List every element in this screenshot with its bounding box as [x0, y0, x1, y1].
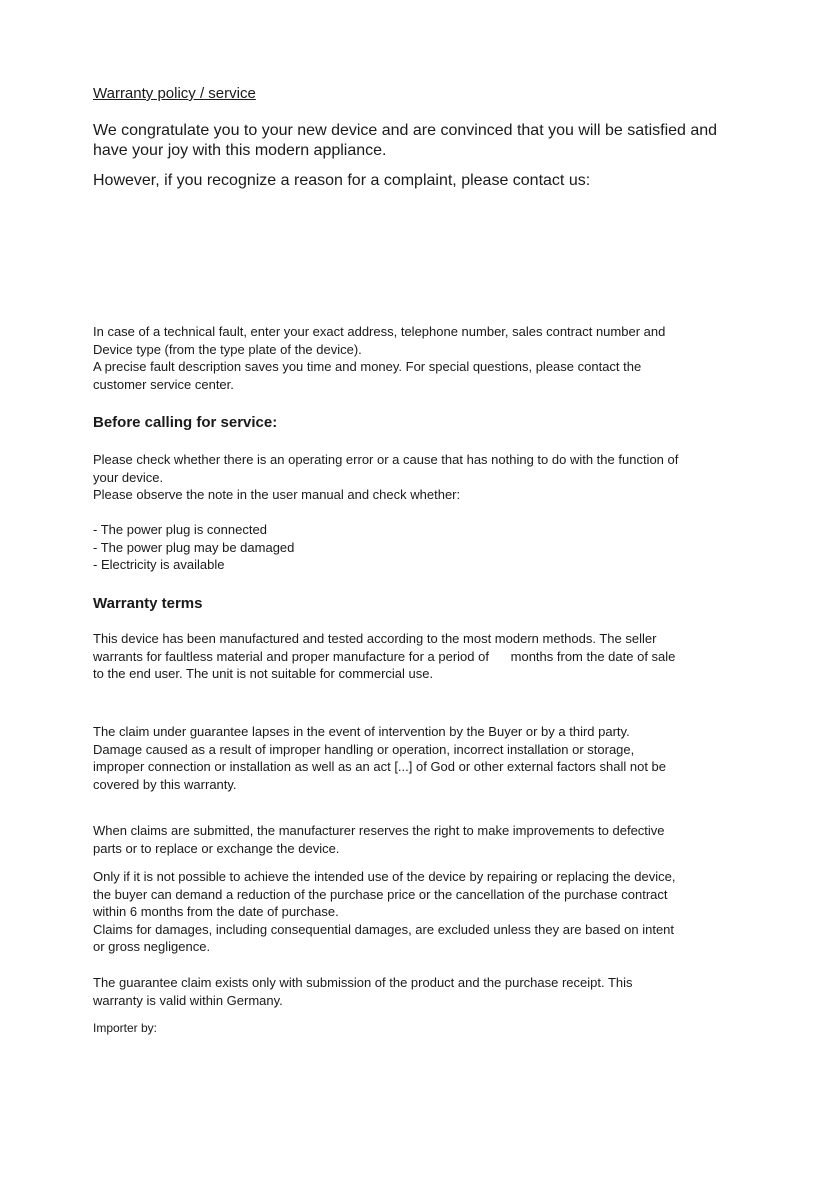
- warranty-p1-line-1: This device has been manufactured and tested according to the most modern methods. The seller: [93, 631, 657, 646]
- congrats-line-2: have your joy with this modern appliance.: [93, 142, 387, 159]
- before-service-line-3: Please observe the note in the user manual and check whether:: [93, 487, 461, 502]
- importer-label: Importer by:: [93, 1021, 158, 1035]
- list-item: - Electricity is available: [93, 557, 225, 572]
- before-service-line-2: your device.: [93, 469, 164, 485]
- warranty-p4-line-1: Only if it is not possible to achieve the intended use of the device by repairing or replacing the device,: [93, 869, 676, 884]
- fault-info-paragraph: [93, 323, 665, 393]
- warranty-p4-line-4: Claims for damages, including consequential damages, are excluded unless they are based on intent: [93, 921, 675, 937]
- fault-line-1: In case of a technical fault, enter your exact address, telephone number, sales contract number and: [93, 324, 666, 339]
- before-service-line-1: Please check whether there is an operating error or a cause that has nothing to do with the function of: [93, 452, 679, 467]
- warranty-paragraph-5: [93, 974, 633, 1009]
- fault-line-4: customer service center.: [93, 376, 234, 392]
- warranty-p2-line-4: covered by this warranty.: [93, 776, 237, 792]
- warranty-p2-line-2: Damage caused as a result of improper handling or operation, incorrect installation or storage,: [93, 741, 635, 757]
- warranty-terms-heading: Warranty terms: [93, 595, 203, 612]
- before-service-paragraph: [93, 451, 678, 504]
- warranty-paragraph-4: [93, 868, 675, 956]
- warranty-p2-line-3: improper connection or installation as well as an act [...] of God or other external factors shall not be: [93, 759, 667, 774]
- complaint-contact-line: However, if you recognize a reason for a complaint, please contact us:: [93, 172, 591, 189]
- congrats-line-1: We congratulate you to your new device and are convinced that you will be satisfied and: [93, 122, 718, 139]
- warranty-p2-line-1: The claim under guarantee lapses in the event of intervention by the Buyer or by a third party.: [93, 724, 630, 739]
- list-item: - The power plug may be damaged: [93, 539, 295, 555]
- fault-line-2: Device type (from the type plate of the device).: [93, 341, 362, 357]
- list-item: - The power plug is connected: [93, 522, 267, 537]
- before-service-heading: Before calling for service:: [93, 414, 278, 431]
- warranty-p5-line-2: warranty is valid within Germany.: [93, 992, 283, 1008]
- warranty-p1-line-2: warrants for faultless material and proper manufacture for a period of months from the date of sale: [93, 648, 676, 664]
- service-checklist: [93, 521, 294, 574]
- fault-line-3: A precise fault description saves you time and money. For special questions, please contact the: [93, 359, 642, 374]
- page-title: Warranty policy / service: [93, 85, 256, 102]
- congratulations-paragraph: [93, 121, 717, 161]
- warranty-p3-line-2: parts or to replace or exchange the device.: [93, 840, 340, 856]
- warranty-p3-line-1: When claims are submitted, the manufacturer reserves the right to make improvements to defective: [93, 823, 665, 838]
- warranty-p5-line-1: The guarantee claim exists only with submission of the product and the purchase receipt. This: [93, 975, 633, 990]
- warranty-paragraph-2: [93, 723, 666, 793]
- warranty-p4-line-5: or gross negligence.: [93, 939, 211, 954]
- warranty-p4-line-2: the buyer can demand a reduction of the purchase price or the cancellation of the purchase contract: [93, 886, 668, 902]
- warranty-paragraph-1: [93, 630, 675, 683]
- warranty-p4-line-3: within 6 months from the date of purchase.: [93, 904, 339, 919]
- warranty-p1-line-3: to the end user. The unit is not suitable for commercial use.: [93, 666, 434, 681]
- warranty-paragraph-3: [93, 822, 665, 857]
